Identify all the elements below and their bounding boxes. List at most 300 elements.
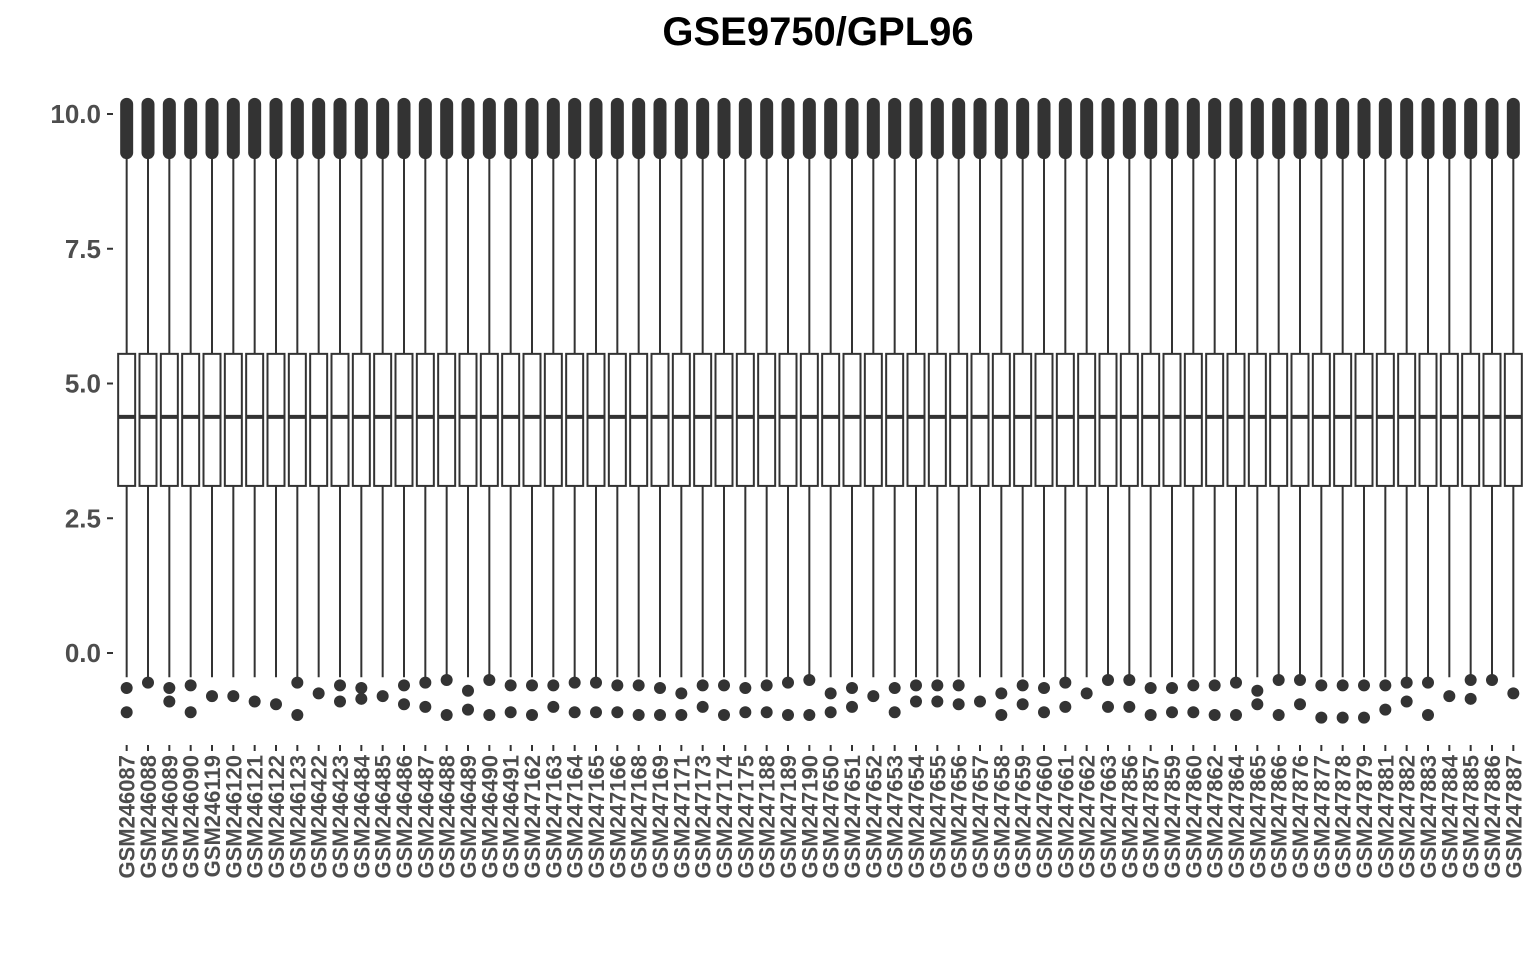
box [822,354,839,486]
x-tick-label: GSM247651 [840,755,865,879]
outlier-point [761,706,773,718]
box-GSM247878 [1334,98,1351,724]
x-tick-label: GSM247163 [541,755,567,879]
upper-outliers [462,98,475,159]
box-GSM246089 [161,98,178,708]
outlier-point [654,709,666,721]
box-GSM246120 [225,98,242,702]
box-GSM246486 [396,98,413,710]
box [1356,354,1373,486]
x-tick-label: GSM246119 [200,755,225,878]
x-tick-label: GSM246484 [349,755,375,879]
upper-outliers [1230,98,1243,159]
x-tick-label: GSM246489 [456,755,481,879]
box-GSM247864 [1228,98,1245,721]
upper-outliers [163,98,176,159]
box-GSM246488 [438,98,455,721]
box-GSM247876 [1292,98,1309,710]
upper-outliers [248,98,261,159]
outlier-point [1123,674,1135,686]
upper-outliers [1294,98,1307,159]
outlier-point [163,682,175,694]
outlier-point [334,679,346,691]
x-tick-label: GSM247663 [1096,755,1121,879]
upper-outliers [846,98,859,159]
outlier-point [441,709,453,721]
box-GSM247653 [886,98,903,718]
outlier-point [761,679,773,691]
box-GSM247882 [1398,98,1415,708]
box-GSM247859 [1164,98,1181,718]
x-tick-label: GSM247655 [925,754,951,879]
x-tick-label: GSM247162 [520,755,545,879]
upper-outliers [1187,98,1200,159]
box-GSM247885 [1462,98,1479,705]
box-GSM247165 [588,98,605,718]
outlier-point [1443,690,1455,702]
outlier-point [483,709,495,721]
box [182,354,199,486]
box-GSM247857 [1142,98,1159,721]
outlier-point [227,690,239,702]
x-tick-label: GSM247885 [1458,755,1484,879]
outlier-point [569,706,581,718]
outlier-point [739,706,751,718]
outlier-point [526,709,538,721]
box [1078,354,1095,486]
upper-outliers [568,98,581,159]
box-GSM247662 [1078,98,1095,700]
outlier-point [1145,682,1157,694]
outlier-point [1486,674,1498,686]
outlier-point [547,701,559,713]
outlier-point [803,674,815,686]
upper-outliers [1358,98,1371,159]
box [1420,354,1437,486]
outlier-point [249,696,261,708]
box [396,354,413,486]
x-tick-label: GSM247654 [904,755,929,879]
outlier-point [974,696,986,708]
upper-outliers [504,98,517,159]
box-GSM247660 [1036,98,1053,718]
upper-outliers [654,98,667,159]
x-tick-label: GSM247884 [1437,755,1463,879]
upper-outliers [483,98,496,159]
x-tick-label: GSM246486 [392,755,417,879]
x-tick-label: GSM247878 [1330,755,1356,879]
upper-outliers [760,98,773,159]
box [1164,354,1181,486]
outlier-point [1230,677,1242,689]
x-tick-label: GSM246121 [242,755,268,879]
upper-outliers [1464,98,1477,159]
box-GSM247173 [694,98,711,713]
outlier-point [1358,712,1370,724]
x-tick-label: GSM247652 [861,755,887,879]
upper-outliers [1379,98,1392,159]
x-tick-label: GSM247650 [818,755,844,879]
box [1270,354,1287,486]
box [374,354,391,486]
x-tick-label: GSM247189 [776,755,801,879]
upper-outliers [142,98,155,159]
upper-outliers [227,98,240,159]
box [929,354,946,486]
outlier-point [569,677,581,689]
upper-outliers [270,98,283,159]
chart-title: GSE9750/GPL96 [662,10,974,54]
box [545,354,562,486]
box-GSM247884 [1441,98,1458,702]
outlier-point [1166,682,1178,694]
x-tick-label: GSM246490 [477,755,503,879]
outlier-point [633,679,645,691]
outlier-point [419,677,431,689]
box-GSM247886 [1484,98,1501,686]
y-tick-label: 5.0 [64,368,101,399]
box [1249,354,1266,486]
x-tick-label: GSM247866 [1266,755,1292,879]
outlier-point [1379,679,1391,691]
x-tick-label: GSM247188 [754,755,780,879]
box [1014,354,1031,486]
box-GSM246119 [204,98,221,702]
box-GSM246122 [268,98,285,710]
box [1292,354,1309,486]
box-GSM247655 [929,98,946,708]
outlier-point [1379,704,1391,716]
outlier-point [121,682,133,694]
box [438,354,455,486]
x-tick-label: GSM247171 [669,755,695,879]
box-GSM247887 [1505,98,1522,700]
box [268,354,285,486]
box [1377,354,1394,486]
outlier-point [953,679,965,691]
box-GSM247652 [865,98,882,702]
upper-outliers [1059,98,1072,159]
x-tick-label: GSM246089 [157,755,183,879]
box-GSM246484 [353,98,370,705]
outlier-point [1273,709,1285,721]
outlier-point [1294,674,1306,686]
box-GSM247164 [566,98,583,718]
upper-outliers [1102,98,1115,159]
x-tick-label: GSM247882 [1394,755,1420,879]
x-tick-label: GSM247165 [584,755,609,879]
box [566,354,583,486]
box-GSM247189 [780,98,797,721]
outlier-point [142,677,154,689]
box-GSM247862 [1206,98,1223,721]
outlier-point [697,701,709,713]
upper-outliers [632,98,645,159]
upper-outliers [867,98,880,159]
box [886,354,903,486]
outlier-point [1401,696,1413,708]
upper-outliers [1486,98,1499,159]
outlier-point [675,687,687,699]
box [1057,354,1074,486]
outlier-point [1123,701,1135,713]
box [460,354,477,486]
x-tick-label: GSM247166 [605,755,631,879]
upper-outliers [206,98,219,159]
x-tick-label: GSM247860 [1181,755,1207,879]
outlier-point [846,701,858,713]
y-tick-label: 2.5 [64,503,101,534]
box-GSM247866 [1270,98,1287,721]
box-GSM247879 [1356,98,1373,724]
box [950,354,967,486]
outlier-point [398,698,410,710]
box-GSM247188 [758,98,775,718]
box [1206,354,1223,486]
outlier-point [995,709,1007,721]
upper-outliers [824,98,837,159]
outlier-point [185,679,197,691]
box-GSM247171 [673,98,690,721]
upper-outliers [1016,98,1029,159]
outlier-point [675,709,687,721]
outlier-point [1166,706,1178,718]
box-GSM247881 [1377,98,1394,716]
x-axis [115,745,1527,879]
x-tick-label: GSM246491 [498,755,524,879]
outlier-point [1422,677,1434,689]
box-GSM247659 [1014,98,1031,710]
x-tick-label: GSM247661 [1053,755,1079,879]
box [118,354,135,486]
box [1142,354,1159,486]
x-tick-label: GSM247881 [1373,755,1399,879]
y-tick-label: 0.0 [64,638,101,668]
upper-outliers [803,98,816,159]
upper-outliers [1315,98,1328,159]
box [993,354,1010,486]
box-GSM246422 [310,98,327,700]
outlier-point [654,682,666,694]
box [1505,354,1522,486]
outlier-point [739,682,751,694]
box [801,354,818,486]
x-tick-label: GSM247660 [1032,755,1057,879]
outlier-point [910,679,922,691]
x-tick-label: GSM247656 [946,755,972,879]
outlier-point [1401,677,1413,689]
outlier-point [1038,682,1050,694]
box-GSM247174 [716,98,733,721]
x-tick-label: GSM247877 [1309,755,1335,879]
upper-outliers [419,98,432,159]
y-tick-label: 10.0 [50,99,101,129]
box [417,354,434,486]
upper-outliers [398,98,411,159]
box-GSM246121 [246,98,263,708]
box [1121,354,1138,486]
box [673,354,690,486]
box-GSM247658 [993,98,1010,721]
box [865,354,882,486]
box-GSM247651 [844,98,861,713]
outlier-point [1315,712,1327,724]
box-GSM247656 [950,98,967,710]
box-GSM247657 [972,98,989,708]
box [737,354,754,486]
box-GSM247883 [1420,98,1437,721]
outlier-point [1059,701,1071,713]
outlier-point [995,687,1007,699]
outlier-point [483,674,495,686]
upper-outliers [312,98,325,159]
box [1185,354,1202,486]
upper-outliers [782,98,795,159]
outlier-point [953,698,965,710]
outlier-point [291,677,303,689]
box-GSM247654 [908,98,925,708]
outlier-point [846,682,858,694]
box [140,354,157,486]
box [225,354,242,486]
x-tick-label: GSM246122 [264,755,289,879]
box [609,354,626,486]
x-tick-label: GSM247857 [1138,755,1164,879]
box [204,354,221,486]
x-tick-label: GSM247173 [690,755,716,879]
upper-outliers [526,98,539,159]
box-GSM246423 [332,98,349,708]
outlier-point [782,709,794,721]
outlier-point [505,706,517,718]
x-tick-label: GSM247856 [1117,755,1143,879]
box [1313,354,1330,486]
outlier-point [1187,706,1199,718]
outlier-point [334,696,346,708]
outlier-point [611,706,623,718]
upper-outliers [440,98,453,159]
outlier-point [1358,679,1370,691]
outlier-point [291,709,303,721]
upper-outliers [334,98,347,159]
x-tick-label: GSM247879 [1352,755,1377,879]
x-tick-label: GSM246487 [413,755,439,879]
upper-outliers [1038,98,1051,159]
outlier-point [825,687,837,699]
box-GSM247169 [652,98,669,721]
outlier-point [825,706,837,718]
box [161,354,178,486]
box-series [118,98,1522,724]
box [481,354,498,486]
box-GSM246090 [182,98,199,718]
box-GSM247865 [1249,98,1266,710]
x-tick-label: GSM247657 [968,755,993,879]
box [694,354,711,486]
box-GSM246087 [118,98,135,718]
box-GSM247860 [1185,98,1202,718]
box [1100,354,1117,486]
box-GSM246487 [417,98,434,713]
box [1228,354,1245,486]
x-tick-label: GSM247876 [1288,755,1313,879]
upper-outliers [739,98,752,159]
box [1441,354,1458,486]
outlier-point [1102,701,1114,713]
outlier-point [1465,693,1477,705]
y-axis [50,99,113,668]
outlier-point [590,706,602,718]
upper-outliers [611,98,624,159]
y-tick-label: 7.5 [64,233,101,264]
outlier-point [1465,674,1477,686]
outlier-point [1017,698,1029,710]
upper-outliers [910,98,923,159]
box [780,354,797,486]
outlier-point [1251,698,1263,710]
outlier-point [1337,712,1349,724]
x-tick-label: GSM247864 [1224,755,1249,879]
outlier-point [889,706,901,718]
outlier-point [185,706,197,718]
outlier-point [419,701,431,713]
outlier-point [1038,706,1050,718]
box [1334,354,1351,486]
outlier-point [1209,679,1221,691]
upper-outliers [376,98,389,159]
upper-outliers [1507,98,1520,159]
outlier-point [1017,679,1029,691]
x-tick-label: GSM246120 [221,755,247,879]
x-tick-label: GSM246488 [434,755,460,879]
x-tick-label: GSM247865 [1245,755,1271,879]
outlier-point [1294,698,1306,710]
upper-outliers [995,98,1008,159]
upper-outliers [1123,98,1136,159]
box [310,354,327,486]
outlier-point [526,679,538,691]
outlier-point [1422,709,1434,721]
box-GSM246489 [460,98,477,716]
box-GSM246088 [140,98,157,689]
outlier-point [931,679,943,691]
outlier-point [718,679,730,691]
box-GSM247175 [737,98,754,718]
box-GSM246123 [289,98,306,721]
upper-outliers [547,98,560,159]
x-tick-label: GSM246088 [136,755,161,879]
box [716,354,733,486]
upper-outliers [888,98,901,159]
upper-outliers [931,98,944,159]
upper-outliers [1080,98,1093,159]
upper-outliers [1400,98,1413,159]
outlier-point [441,674,453,686]
upper-outliers [1208,98,1221,159]
upper-outliers [1336,98,1349,159]
outlier-point [590,677,602,689]
x-tick-label: GSM247174 [712,755,737,879]
box-GSM247168 [630,98,647,721]
outlier-point [355,682,367,694]
x-tick-label: GSM246123 [285,755,311,879]
outlier-point [270,698,282,710]
outlier-point [889,682,901,694]
box-GSM247877 [1313,98,1330,724]
outlier-point [1059,677,1071,689]
upper-outliers [718,98,731,159]
outlier-point [313,687,325,699]
